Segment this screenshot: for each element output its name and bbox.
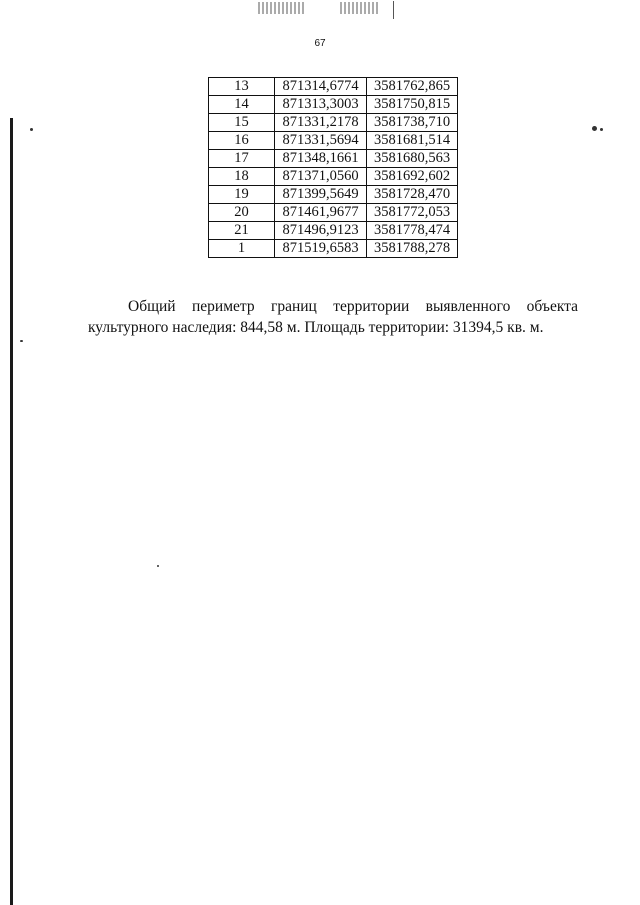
y-coordinate-cell: 3581788,278	[367, 240, 458, 258]
point-number-cell: 17	[209, 150, 275, 168]
table-row	[209, 240, 458, 258]
x-coordinate-cell: 871313,3003	[275, 96, 367, 114]
page-number: 67	[314, 38, 326, 49]
x-coordinate-cell: 871348,1661	[275, 150, 367, 168]
table-row	[209, 186, 458, 204]
scan-smudge-header-right	[340, 2, 380, 14]
y-coordinate-cell: 3581750,815	[367, 96, 458, 114]
y-coordinate-cell: 3581681,514	[367, 132, 458, 150]
scan-speck	[592, 126, 597, 131]
coordinates-table	[208, 77, 458, 258]
point-number-cell: 13	[209, 78, 275, 96]
table-row	[209, 204, 458, 222]
point-number-cell: 16	[209, 132, 275, 150]
y-coordinate-cell: 3581778,474	[367, 222, 458, 240]
scan-speck	[157, 565, 159, 567]
y-coordinate-cell: 3581692,602	[367, 168, 458, 186]
scan-speck	[30, 128, 33, 131]
x-coordinate-cell: 871314,6774	[275, 78, 367, 96]
scan-left-border-bar	[10, 118, 13, 905]
x-coordinate-cell: 871519,6583	[275, 240, 367, 258]
x-coordinate-cell: 871461,9677	[275, 204, 367, 222]
coordinates-table-body	[209, 78, 458, 258]
x-coordinate-cell: 871331,2178	[275, 114, 367, 132]
y-coordinate-cell: 3581772,053	[367, 204, 458, 222]
scan-smudge-header-left	[258, 2, 304, 14]
point-number-cell: 18	[209, 168, 275, 186]
table-row	[209, 168, 458, 186]
y-coordinate-cell: 3581738,710	[367, 114, 458, 132]
summary-paragraph: Общий периметр границ территории выявленного объекта культурного наследия: 844,58 м. Площадь территории: 31394,5 кв. м.	[88, 297, 578, 336]
x-coordinate-cell: 871496,9123	[275, 222, 367, 240]
y-coordinate-cell: 3581680,563	[367, 150, 458, 168]
scan-speck	[600, 128, 603, 131]
point-number-cell: 20	[209, 204, 275, 222]
table-row	[209, 78, 458, 96]
y-coordinate-cell: 3581728,470	[367, 186, 458, 204]
table-row	[209, 150, 458, 168]
x-coordinate-cell: 871399,5649	[275, 186, 367, 204]
point-number-cell: 21	[209, 222, 275, 240]
y-coordinate-cell: 3581762,865	[367, 78, 458, 96]
scan-mark-header-tick	[393, 1, 394, 19]
x-coordinate-cell: 871371,0560	[275, 168, 367, 186]
scan-speck	[20, 340, 23, 342]
point-number-cell: 1	[209, 240, 275, 258]
x-coordinate-cell: 871331,5694	[275, 132, 367, 150]
table-row	[209, 114, 458, 132]
table-row	[209, 222, 458, 240]
table-row	[209, 132, 458, 150]
point-number-cell: 15	[209, 114, 275, 132]
point-number-cell: 19	[209, 186, 275, 204]
point-number-cell: 14	[209, 96, 275, 114]
table-row	[209, 96, 458, 114]
